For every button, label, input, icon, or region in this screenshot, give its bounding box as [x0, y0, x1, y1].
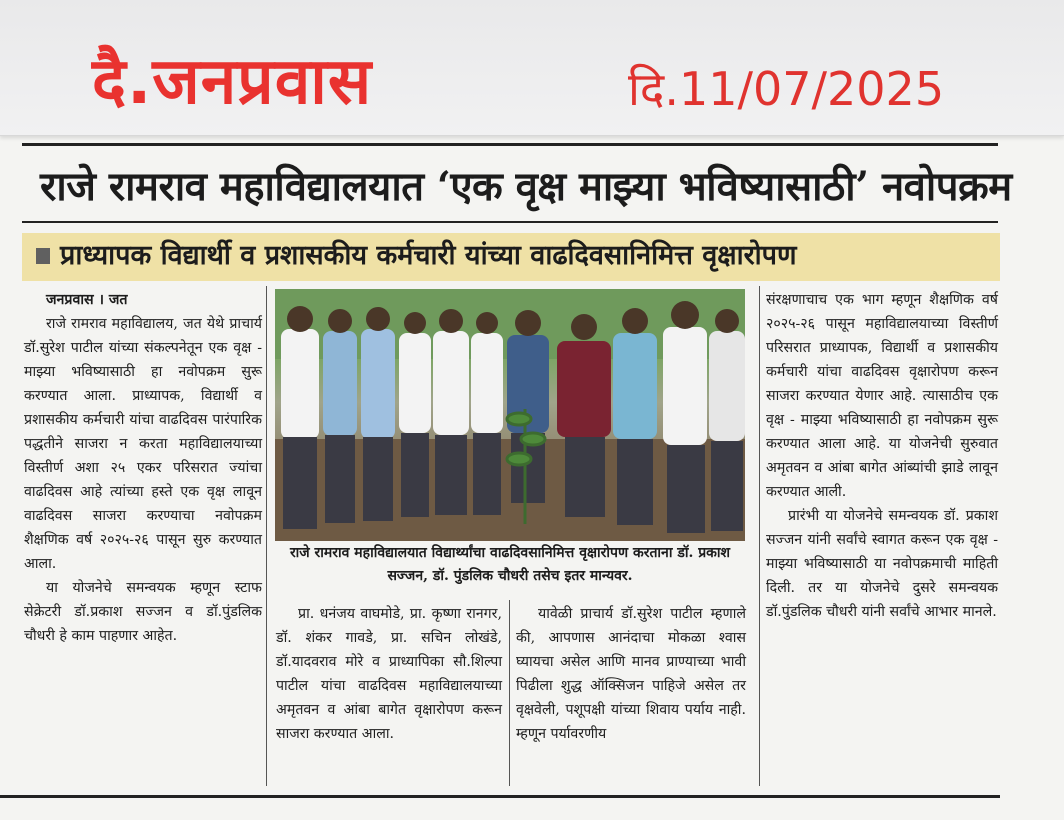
column-1-paragraph: या योजनेचे समन्वयक म्हणून स्टाफ सेक्रेटरी डॉ.प्रकाश सज्जन व डॉ.पुंडलिक चौधरी हे काम पाहणार आहेत. — [24, 580, 262, 644]
subheadline-band — [22, 233, 1000, 281]
newspaper-masthead: दै.जनप्रवास — [92, 45, 373, 119]
column-divider — [759, 286, 760, 786]
photo-caption: राजे रामराव महाविद्यालयात विद्यार्थ्यांचा वाढदिवसानिमित्त वृक्षारोपण करताना डॉ. प्रकाश सज्जन, डॉ. पुंडलिक चौधरी तसेच इतर मान्यवर. — [289, 545, 731, 584]
top-rule — [22, 143, 998, 146]
article-subheadline: प्राध्यापक विद्यार्थी व प्रशासकीय कर्मचारी यांच्या वाढदिवसानिमित्त वृक्षारोपण — [60, 240, 797, 271]
column-2 — [276, 602, 502, 746]
column-3-paragraph: यावेळी प्राचार्य डॉ.सुरेश पाटील म्हणाले की, आपणास आनंदाचा मोकळा श्वास घ्यायचा असेल आणि मानव प्राण्याच्या भावी पिढीला शुद्ध ऑक्सिजन पाहिजे असेल तर वृक्षवेली, पशूपक्षी यांच्या शिवाय पर्याय नाही. म्हणून पर्यावरणीय — [516, 606, 746, 742]
column-divider — [266, 286, 267, 786]
column-3 — [516, 602, 746, 746]
column-1 — [24, 288, 262, 648]
column-4-paragraph: प्रारंभी या योजनेचे समन्वयक डॉ. प्रकाश सज्जन यांनी सर्वांचे स्वागत करून एक वृक्ष - माझ्या भविष्यासाठी या नवोपक्रमाची माहिती दिली. तर या योजनेचे दुसरे समन्वयक डॉ.पुंडलिक चौधरी यांनी सर्वांचे आभार मानले. — [766, 508, 998, 620]
tree-plantation-photo — [275, 289, 745, 541]
column-divider — [509, 600, 510, 786]
column-2-paragraph: प्रा. धनंजय वाघमोडे, प्रा. कृष्णा रानगर, डॉ. शंकर गावडे, प्रा. सचिन लोखंडे, डॉ.यादवराव मोरे व प्राध्यापिका सौ.शिल्पा पाटील यांचा वाढदिवस महाविद्यालयाच्या अमृतवन व आंबा बागेत वृक्षारोपण करून साजरा करण्यात आला. — [276, 606, 502, 742]
article-headline: राजे रामराव महाविद्यालयात ‘एक वृक्ष माझ्या भविष्यासाठी’ नवोपक्रम — [40, 163, 1012, 210]
publication-date: दि.11/07/2025 — [628, 62, 945, 116]
headline-rule — [22, 221, 998, 223]
bottom-rule — [0, 795, 1000, 798]
column-4-paragraph: संरक्षणाचाच एक भाग म्हणून शैक्षणिक वर्ष २०२५-२६ पासून महाविद्यालयाच्या विस्तीर्ण परिसरात प्राध्यापक, विद्यार्थी व प्रशासकीय कर्मचारी यांचा वाढदिवस वृक्षारोपण करून साजरा करण्यात येणार आहे. त्यासाठीच एक वृक्ष - माझ्या भविष्यासाठी हा नवोपक्रम सुरू करण्यात आला आहे. या योजनेची सुरुवात अमृतवन व आंबा बागेत आंब्यांची झाडे लावून करण्यात आली. — [766, 292, 998, 500]
bullet-square-icon — [36, 248, 50, 264]
column-1-paragraph: राजे रामराव महाविद्यालय, जत येथे प्राचार्य डॉ.सुरेश पाटील यांच्या संकल्पनेतून एक वृक्ष - माझ्या भविष्यासाठी हा नवोपक्रम सुरू करण्यात आला. प्राध्यापक, विद्यार्थी व प्रशासकीय कर्मचारी यांचा वाढदिवस पारंपारिक पद्धतीने साजरा न करता महाविद्यालयाच्या विस्तीर्ण अशा २५ एकर परिसरात ज्यांचा वाढदिवस आहे त्यांच्या हस्ते एक वृक्ष लावून वाढदिवस साजरा करण्याचा नवोपक्रम शैक्षणिक वर्ष २०२५-२६ पासून सुरु करण्यात आला. — [24, 316, 262, 572]
dateline: जनप्रवास । जत — [46, 292, 128, 308]
group-photo-illustration — [275, 289, 745, 541]
column-4 — [766, 288, 998, 624]
